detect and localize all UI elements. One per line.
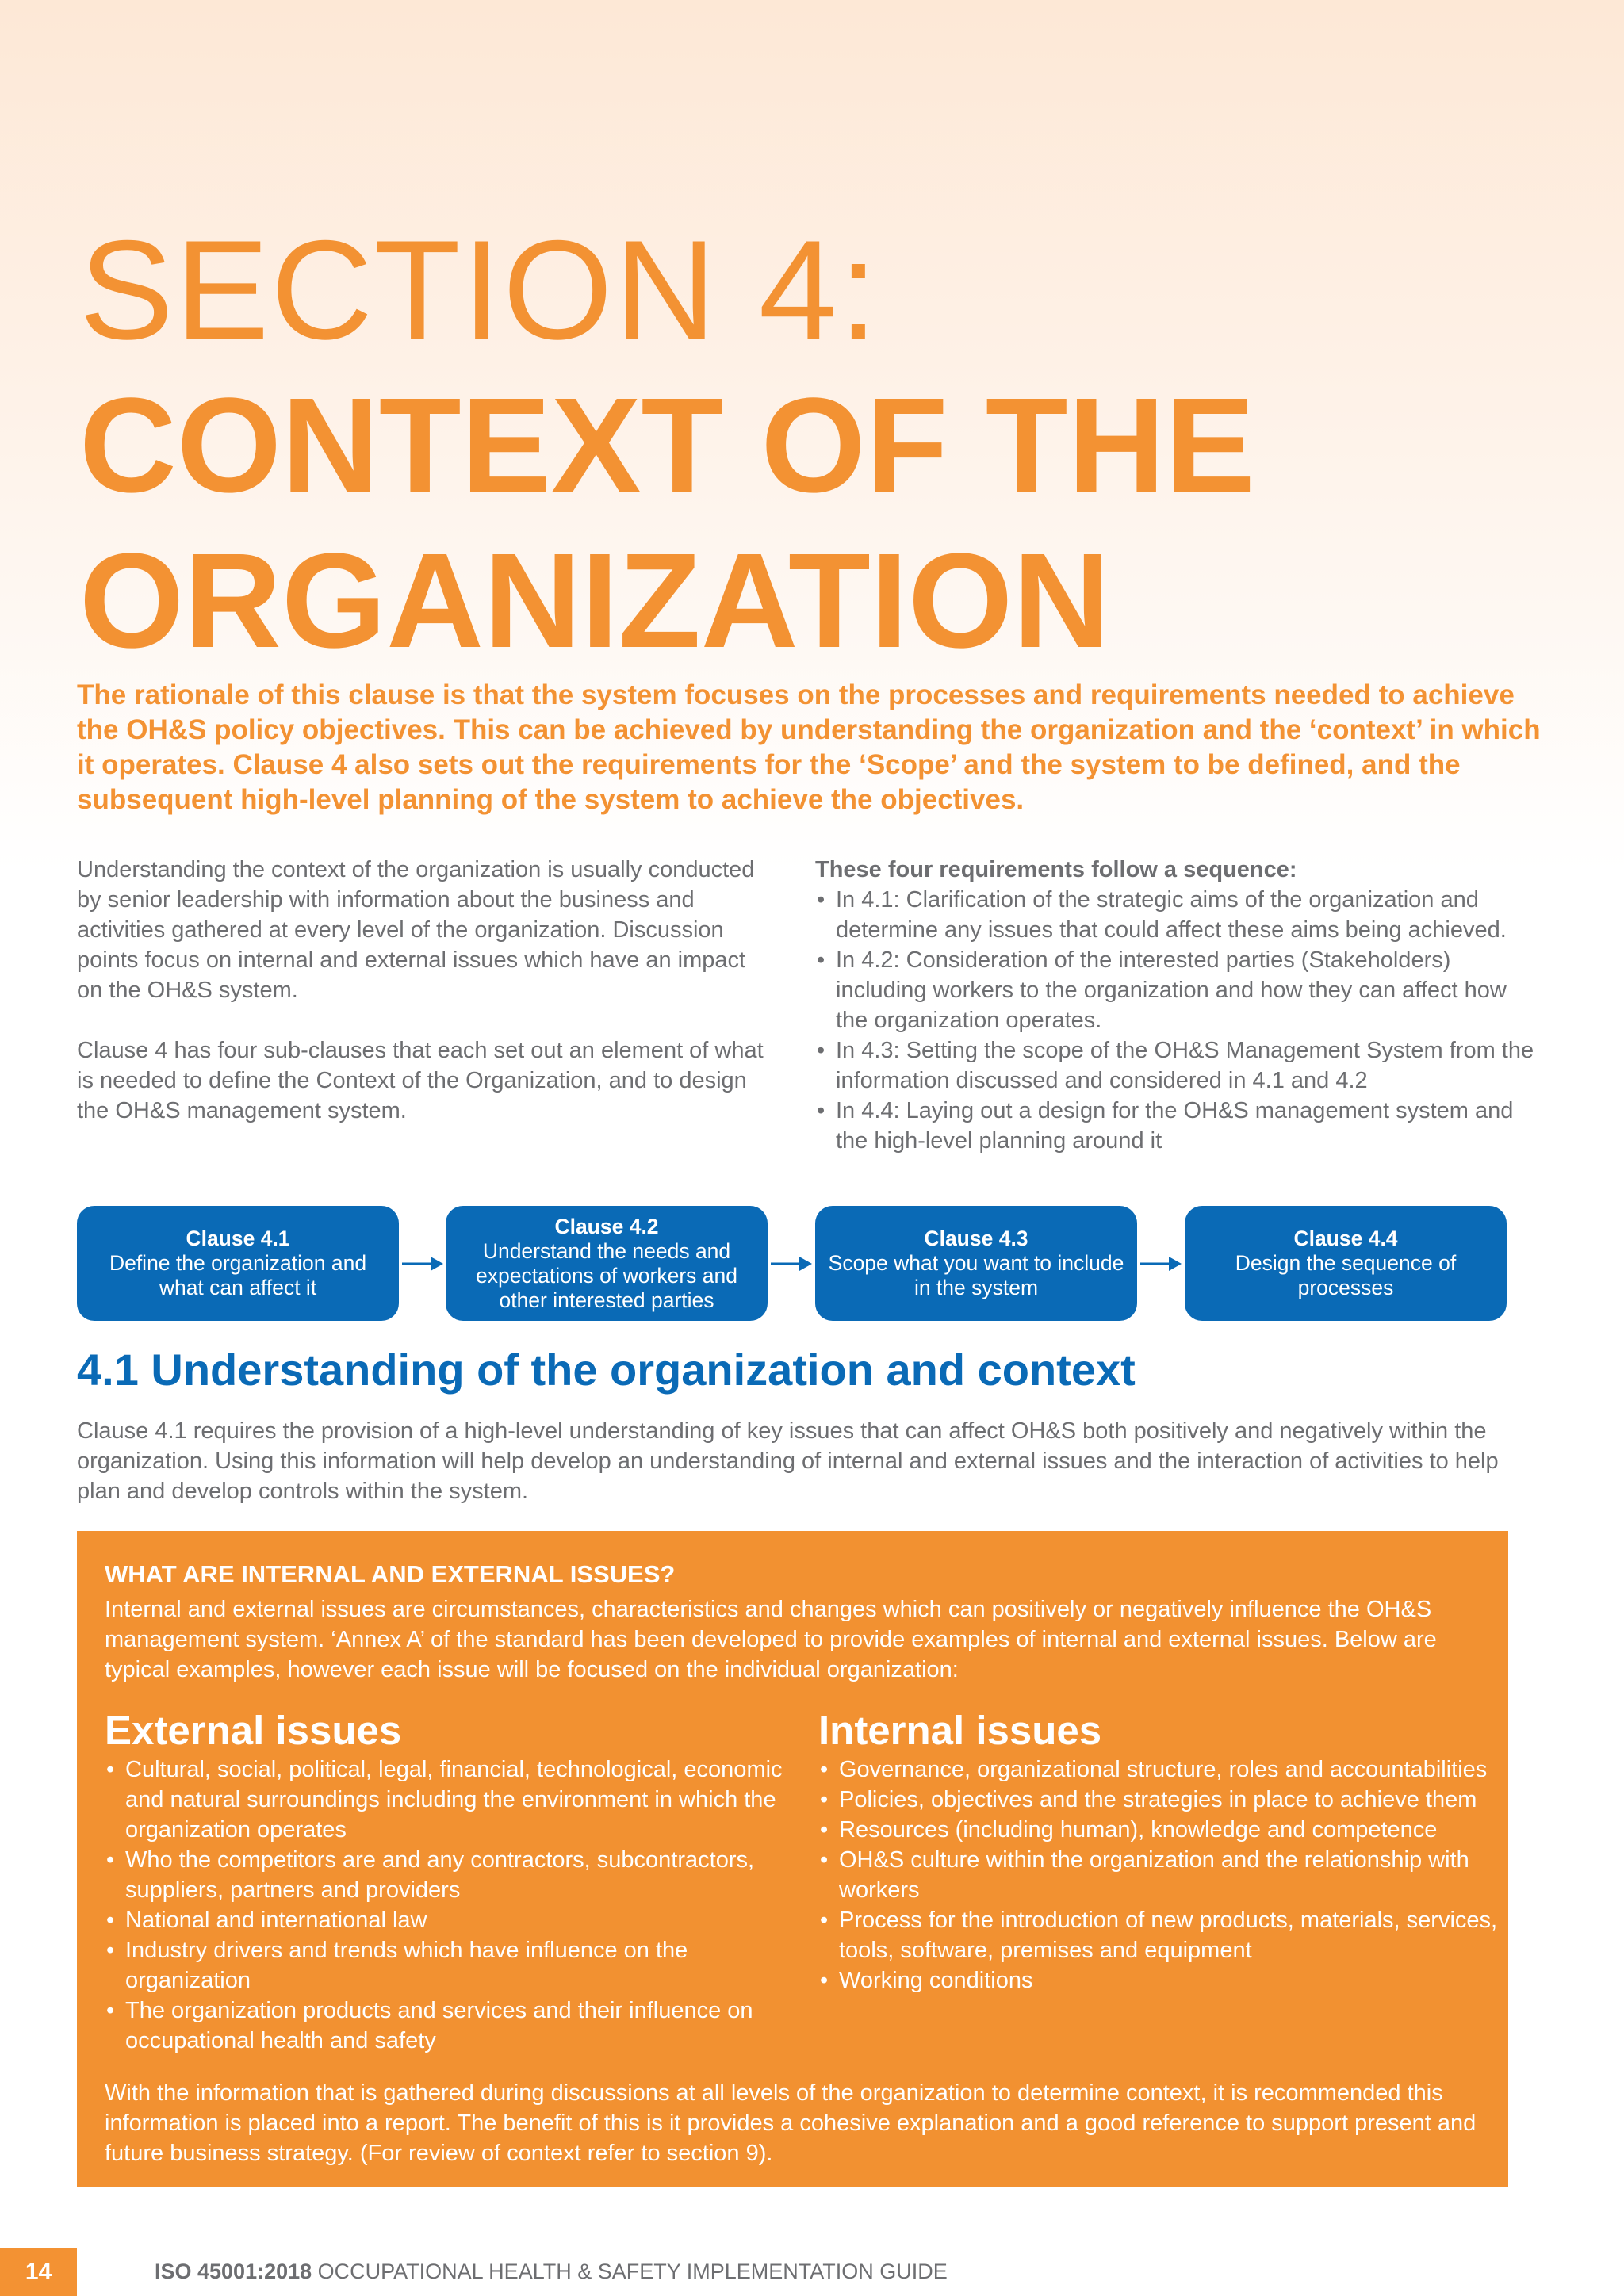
section-4-1-heading: 4.1 Understanding of the organization and context: [77, 1345, 1136, 1395]
arrow-right-icon: [1139, 1251, 1183, 1276]
clause-text: Scope what you want to include in the system: [828, 1251, 1124, 1299]
guide-title: OCCUPATIONAL HEALTH & SAFETY IMPLEMENTATION GUIDE: [312, 2260, 948, 2283]
title-line-2: ORGANIZATION: [79, 526, 1111, 676]
title-line-1: CONTEXT OF THE: [79, 370, 1255, 521]
list-item: • Process for the introduction of new products, materials, services, tools, software, premises and equipment: [818, 1905, 1500, 1965]
clause-title: Clause 4.2: [554, 1214, 659, 1238]
list-item: • National and international law: [105, 1905, 787, 1935]
clause-text: Understand the needs and expectations of workers and other interested parties: [476, 1238, 737, 1312]
list-item: • Governance, organizational structure, roles and accountabilities: [818, 1755, 1500, 1785]
list-item: • Industry drivers and trends which have influence on the organization: [105, 1935, 787, 1996]
panel-heading: WHAT ARE INTERNAL AND EXTERNAL ISSUES?: [105, 1560, 676, 1588]
external-issues-column: [105, 1707, 787, 2056]
list-item: • In 4.4: Laying out a design for the OH&S management system and the high-level planning around it: [815, 1096, 1545, 1156]
left-column: [77, 855, 775, 1156]
list-item: • In 4.1: Clarification of the strategic aims of the organization and determine any issues that could affect these aims being achieved.: [815, 885, 1545, 945]
clause-title: Clause 4.4: [1293, 1226, 1398, 1250]
requirements-list: [815, 885, 1545, 1156]
running-footer: [155, 2259, 948, 2284]
clause-4-3-box: [815, 1206, 1137, 1321]
list-item: • In 4.2: Consideration of the interested parties (Stakeholders) including workers to the organization and how they can affect how the organization operates.: [815, 945, 1545, 1035]
clause-4-4-box: [1185, 1206, 1507, 1321]
panel-footer-text: With the information that is gathered during discussions at all levels of the organization to determine context, it is recommended this information is placed into a report. The benefit of this is it provides a cohesive explanation and a good reference to support present and future business strategy. (For review of context refer to section 9).: [105, 2080, 1477, 2166]
issues-panel: [77, 1531, 1508, 2187]
list-item: • Cultural, social, political, legal, financial, technological, economic and natural surroundings including the environment in which the organization operates: [105, 1755, 787, 1845]
list-item: • In 4.3: Setting the scope of the OH&S Management System from the information discussed and considered in 4.1 and 4.2: [815, 1035, 1545, 1096]
internal-issues-heading: Internal issues: [818, 1708, 1102, 1753]
list-item: • Who the competitors are and any contractors, subcontractors, suppliers, partners and providers: [105, 1845, 787, 1905]
clause-4-2-box: [446, 1206, 768, 1321]
external-issues-heading: External issues: [105, 1708, 402, 1753]
list-item: • Policies, objectives and the strategies in place to achieve them: [818, 1785, 1500, 1815]
clause-text: Define the organization and what can affect it: [109, 1251, 367, 1299]
intro-paragraph: The rationale of this clause is that the system focuses on the processes and requirements needed to achieve the OH&S policy objectives. This can be achieved by understanding the organization and the ‘context’ in which it operates. Clause 4 also sets out the requirements for the ‘Scope’ and the system to be defined, and the subsequent high-level planning of the system to achieve the objectives.: [77, 679, 1541, 815]
requirements-heading: These four requirements follow a sequence:: [815, 857, 1297, 882]
internal-issues-list: [818, 1755, 1500, 1996]
clause-title: Clause 4.1: [186, 1226, 290, 1250]
section-label: SECTION 4:: [79, 211, 880, 369]
list-item: • Resources (including human), knowledge and competence: [818, 1815, 1500, 1845]
left-paragraph-2: Clause 4 has four sub-clauses that each set out an element of what is needed to define the Context of the Organization, and to design the OH&S management system.: [77, 1038, 764, 1123]
clause-title: Clause 4.3: [924, 1226, 1028, 1250]
arrow-right-icon: [400, 1251, 445, 1276]
right-column: [815, 855, 1545, 1156]
page-title: [79, 212, 1570, 679]
left-paragraph-1: Understanding the context of the organization is usually conducted by senior leadership with information about the business and activities gathered at every level of the organization. Discussion points focus on internal and external issues which have an impact on the OH&S system.: [77, 857, 755, 1003]
external-issues-list: [105, 1755, 787, 2056]
page-number: 14: [0, 2248, 77, 2296]
list-item: • Working conditions: [818, 1965, 1500, 1996]
list-item: • OH&S culture within the organization and the relationship with workers: [818, 1845, 1500, 1905]
standard-code: ISO 45001:2018: [155, 2260, 312, 2283]
clause-4-1-box: [77, 1206, 399, 1321]
internal-issues-column: [818, 1707, 1500, 1996]
section-4-1-body: Clause 4.1 requires the provision of a high-level understanding of key issues that can affect OH&S both positively and negatively within the organization. Using this information will help develop an understanding of internal and external issues and the interaction of activities to help plan and develop controls within the system.: [77, 1418, 1499, 1504]
panel-body: Internal and external issues are circumstances, characteristics and changes which can positively or negatively influence the OH&S management system. ‘Annex A’ of the standard has been developed to provide examples of internal and external issues. Below are typical examples, however each issue will be focused on the individual organization:: [105, 1597, 1437, 1682]
clause-text: Design the sequence of processes: [1235, 1251, 1457, 1299]
list-item: • The organization products and services and their influence on occupational health and safety: [105, 1996, 787, 2056]
arrow-right-icon: [769, 1251, 814, 1276]
